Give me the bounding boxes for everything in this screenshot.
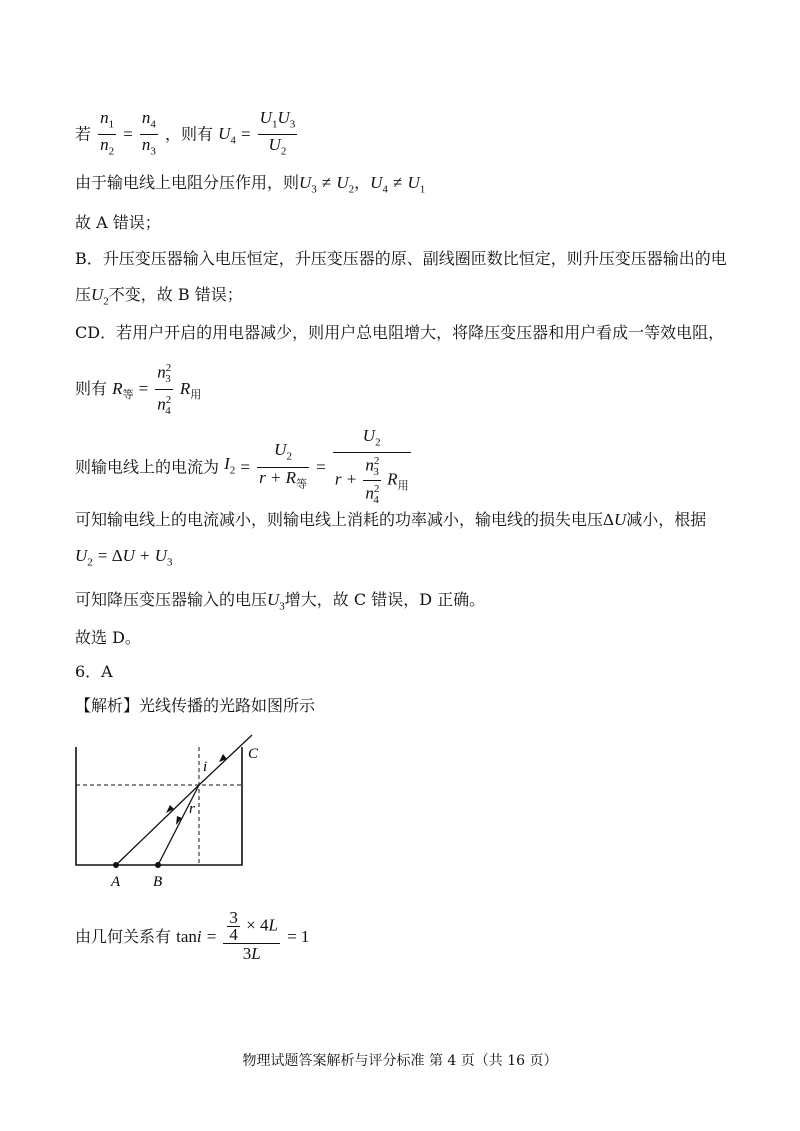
text-cd-explanation: CD．若用户开启的用电器减少，则用户总电阻增大，将降压变压器和用户看成一等效电阻，	[75, 323, 725, 342]
label-i: i	[203, 759, 208, 775]
text-current-decrease: 可知输电线上的电流减小，则输电线上消耗的功率减小，输电线的损失电压ΔU减小，根据	[75, 510, 707, 529]
point-a	[113, 862, 119, 868]
label-b: B	[153, 874, 163, 890]
point-b	[155, 862, 161, 868]
formula-turns-ratio: 若 $\frac{n_1}{n_2}$ = $\frac{n_4}{n_3}$ ，则有 $U_4$ = $\frac{U_1U_3}{U_2}$	[75, 108, 296, 158]
label-a: A	[111, 874, 121, 890]
label-c: C	[248, 746, 259, 762]
text-voltage-drop: 由于输电线上电阻分压作用，则$U_3 \ne U_2$，$U_4 \ne U_1$	[75, 173, 426, 196]
light-path-diagram	[60, 725, 280, 895]
ray-from-a	[116, 785, 199, 865]
label-r: r	[189, 801, 195, 817]
ray-from-b	[158, 785, 199, 865]
formula-equiv-resistance: 则有 $R_等$ = $\frac{n^2_3}{n^2_4}$ $R_用$	[75, 358, 201, 421]
text-answer-d: 故选 D。	[75, 628, 141, 647]
question-6-answer: 6．A	[75, 662, 113, 681]
text-b-conclusion: 压$U_2$不变，故 B 错误；	[75, 285, 243, 308]
formula-tan-i: 由几何关系有 tani = $\frac{3}{4}$ × 4L 3L = 1	[75, 908, 310, 963]
text-cd-conclusion: 可知降压变压器输入的电压$U_3$增大，故 C 错误，D 正确。	[75, 590, 486, 613]
arrow-c	[219, 754, 227, 762]
arrow-a	[166, 805, 174, 813]
formula-voltage-sum: $U_2 = \Delta U + U_3$	[75, 546, 173, 569]
page-footer: 物理试题答案解析与评分标准 第 4 页（共 16 页）	[242, 1053, 558, 1069]
text-a-wrong: 故 A 错误；	[75, 213, 161, 232]
formula-line-current: 则输电线上的电流为 $I_2$ = $\frac{U_2}{r + R_等}$ = $U_2$ r + $\frac{n^2_3}{n^2_4}$ $R_用$	[75, 426, 409, 507]
text-b-explanation: B．升压变压器输入电压恒定，升压变压器的原、副线圈匝数比恒定，则升压变压器输出的电	[75, 249, 727, 268]
analysis-heading: 【解析】光线传播的光路如图所示	[75, 696, 316, 715]
container-outline	[76, 747, 242, 865]
